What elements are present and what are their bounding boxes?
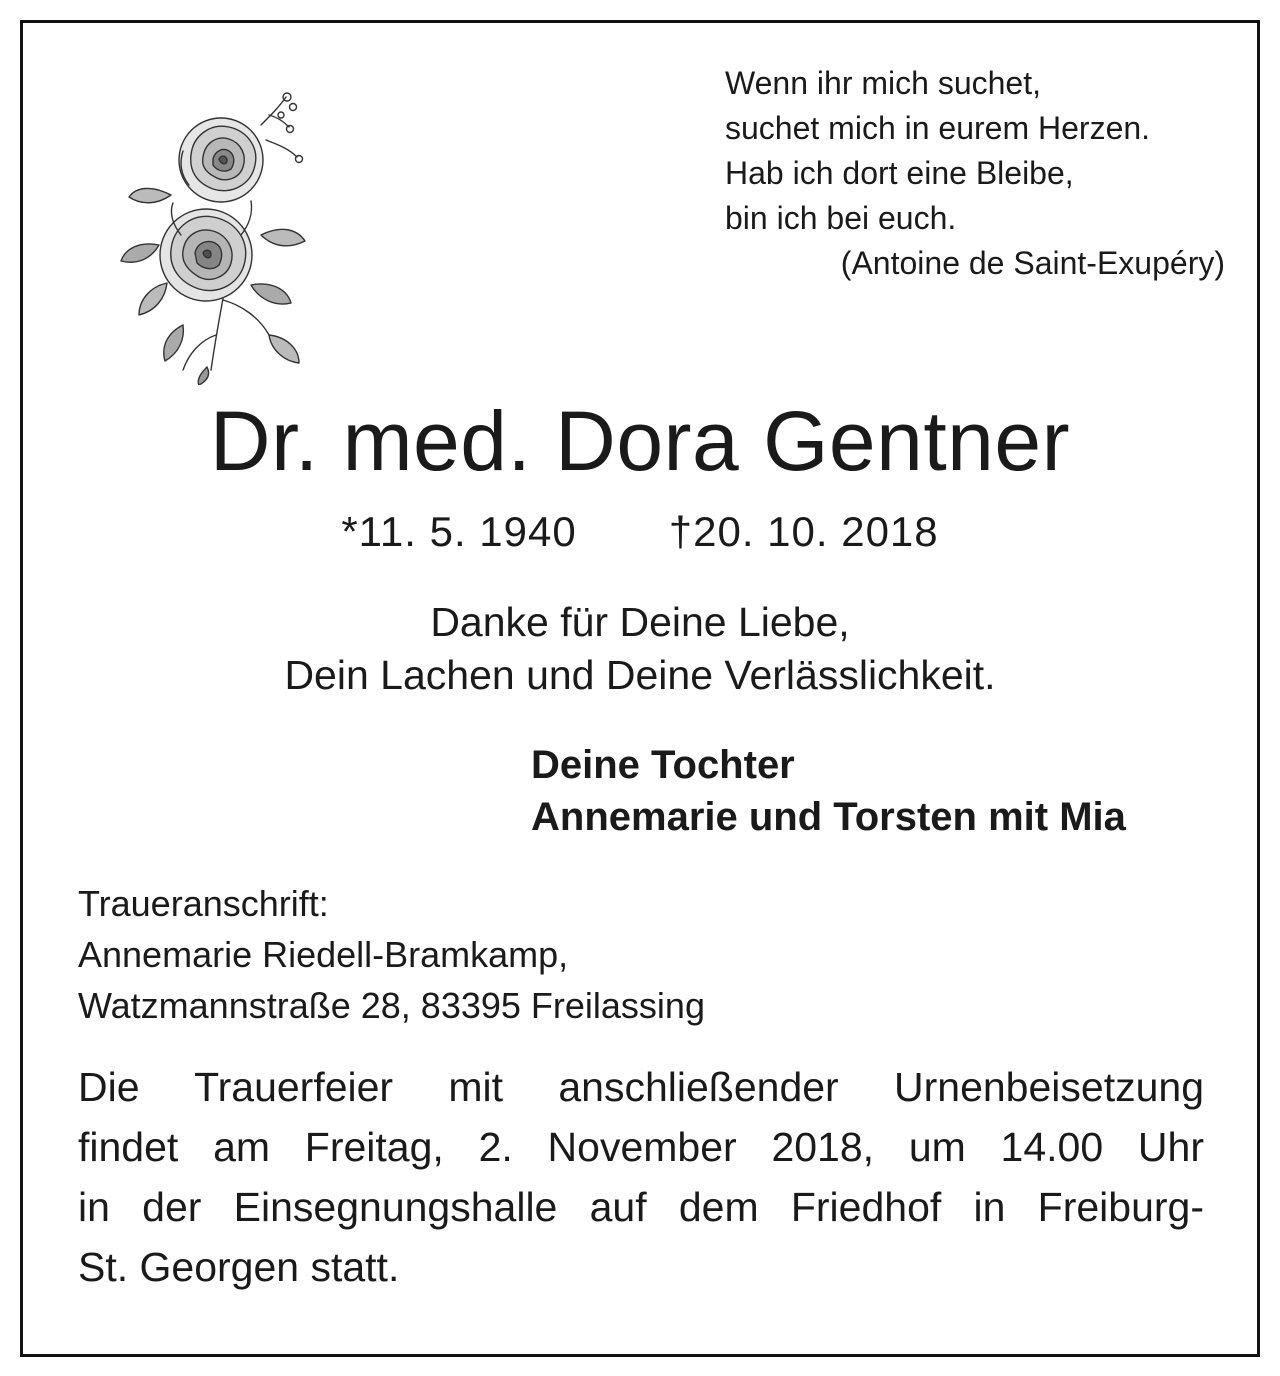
obituary-frame: [20, 20, 1260, 1357]
address-line: Traueranschrift:: [78, 883, 329, 924]
deceased-name: Dr. med. Dora Gentner: [209, 394, 1071, 488]
address-line: Annemarie Riedell-Bramkamp,: [78, 934, 569, 975]
address-line: Watzmannstraße 28, 83395 Freilassing: [78, 985, 705, 1026]
family-signature: [531, 739, 1126, 843]
poem-author: (Antoine de Saint-Exupéry): [840, 245, 1225, 281]
ceremony-line: Die Trauerfeier mit anschließender Urnenbeisetzung: [78, 1064, 1204, 1110]
rose-illustration-icon: [111, 85, 311, 385]
mourning-address: [78, 878, 705, 1031]
ceremony-line: in der Einsegnungshalle auf dem Friedhof in Freiburg-: [78, 1184, 1204, 1230]
birth-date: *11. 5. 1940: [341, 508, 577, 555]
life-dates: [23, 503, 1257, 561]
thanks-line: Danke für Deine Liebe,: [430, 599, 850, 645]
poem-line: Hab ich dort eine Bleibe,: [725, 155, 1074, 191]
family-line: Deine Tochter: [531, 743, 795, 787]
poem-line: Wenn ihr mich suchet,: [725, 65, 1041, 101]
poem-quote: [725, 61, 1225, 286]
poem-line: suchet mich in eurem Herzen.: [725, 110, 1151, 146]
thanks-message: [23, 596, 1257, 702]
ceremony-line: St. Georgen statt.: [78, 1244, 400, 1290]
family-line: Annemarie und Torsten mit Mia: [531, 795, 1126, 839]
death-date: †20. 10. 2018: [668, 508, 939, 555]
poem-line: bin ich bei euch.: [725, 200, 957, 236]
ceremony-line: findet am Freitag, 2. November 2018, um 14.00 Uhr: [78, 1124, 1204, 1170]
ceremony-notice: [78, 1057, 1204, 1297]
thanks-line: Dein Lachen und Deine Verlässlichkeit.: [284, 652, 996, 698]
